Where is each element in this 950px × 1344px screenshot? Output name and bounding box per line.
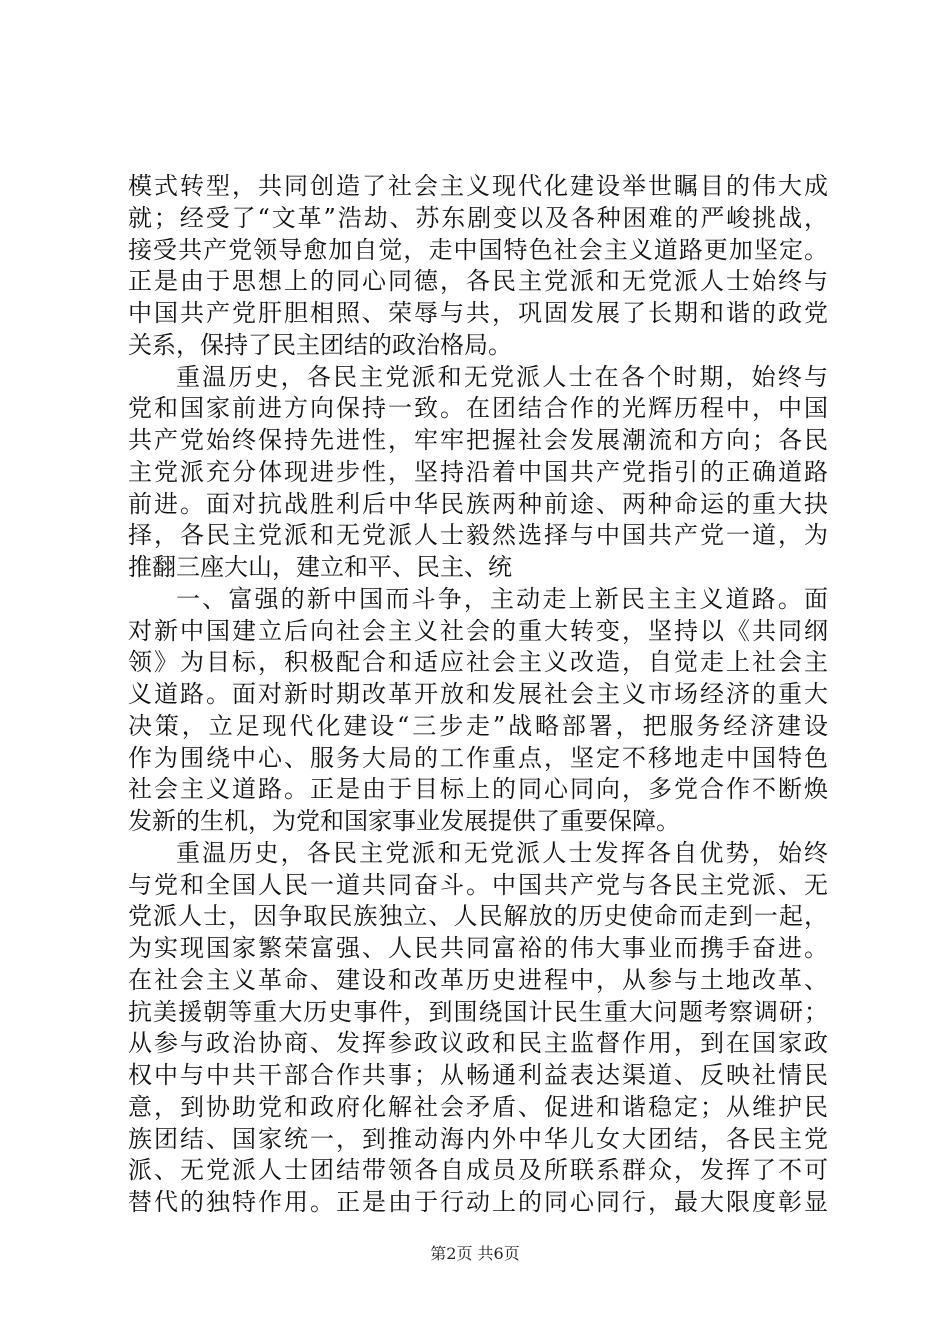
text-line: 择，各民主党派和无党派人士毅然选择与中国共产党一道，为 bbox=[128, 521, 828, 550]
text-line: 决策，立足现代化建设“三步走”战略部署，把服务经济建设 bbox=[128, 711, 828, 740]
text-line: 权中与中共干部合作共事；从畅通利益表达渠道、反映社情民 bbox=[128, 1061, 828, 1089]
text-line: 在社会主义革命、建设和改革历史进程中，从参与土地改革、 bbox=[128, 965, 828, 994]
text-line: 前进。面对抗战胜利后中华民族两种前途、两种命运的重大抉 bbox=[128, 489, 828, 518]
text-line: 中国共产党肝胆相照、荣辱与共，巩固发展了长期和谐的政党 bbox=[128, 299, 828, 327]
text-line: 接受共产党领导愈加自觉，走中国特色社会主义道路更加坚定。 bbox=[128, 235, 828, 264]
text-line: 重温历史，各民主党派和无党派人士发挥各自优势，始终 bbox=[176, 838, 828, 867]
text-line: 推翻三座大山，建立和平、民主、统 bbox=[128, 553, 512, 581]
text-line: 抗美援朝等重大历史事件，到围绕国计民生重大问题考察调研； bbox=[128, 997, 828, 1026]
text-line: 就；经受了“文革”浩劫、苏东剧变以及各种困难的严峻挑战， bbox=[128, 203, 828, 232]
text-line: 义道路。面对新时期改革开放和发展社会主义市场经济的重大 bbox=[128, 680, 828, 708]
body-text bbox=[128, 171, 828, 1219]
text-line: 党派人士，因争取民族独立、人民解放的历史使命而走到一起， bbox=[128, 902, 828, 931]
text-line: 意，到协助党和政府化解社会矛盾、促进和谐稳定；从维护民 bbox=[128, 1092, 828, 1121]
text-line: 对新中国建立后向社会主义社会的重大转变，坚持以《共同纲 bbox=[128, 616, 828, 645]
text-line: 发新的生机，为党和国家事业发展提供了重要保障。 bbox=[128, 807, 680, 835]
text-line: 族团结、国家统一，到推动海内外中华儿女大团结，各民主党 bbox=[128, 1124, 828, 1153]
text-line: 党和国家前进方向保持一致。在团结合作的光辉历程中，中国 bbox=[128, 394, 828, 423]
text-line: 共产党始终保持先进性，牢牢把握社会发展潮流和方向；各民 bbox=[128, 426, 828, 454]
text-line: 与党和全国人民一道共同奋斗。中国共产党与各民主党派、无 bbox=[128, 870, 828, 899]
text-line: 重温历史，各民主党派和无党派人士在各个时期，始终与 bbox=[176, 362, 828, 391]
text-line: 为实现国家繁荣富强、人民共同富裕的伟大事业而携手奋进。 bbox=[128, 934, 828, 962]
text-line: 领》为目标，积极配合和适应社会主义改造，自觉走上社会主 bbox=[128, 648, 828, 677]
text-line: 派、无党派人士团结带领各自成员及所联系群众，发挥了不可 bbox=[128, 1156, 828, 1185]
text-line: 替代的独特作用。正是由于行动上的同心同行，最大限度彰显 bbox=[128, 1188, 828, 1216]
text-line: 一、富强的新中国而斗争，主动走上新民主主义道路。面 bbox=[176, 584, 828, 613]
text-line: 正是由于思想上的同心同德，各民主党派和无党派人士始终与 bbox=[128, 267, 828, 296]
text-line: 社会主义道路。正是由于目标上的同心同向，多党合作不断焕 bbox=[128, 775, 828, 804]
page-number-footer: 第2页 共6页 bbox=[430, 1244, 520, 1263]
text-line: 模式转型，共同创造了社会主义现代化建设举世瞩目的伟大成 bbox=[128, 172, 828, 200]
text-line: 作为围绕中心、服务大局的工作重点，坚定不移地走中国特色 bbox=[128, 743, 828, 772]
text-line: 主党派充分体现进步性，坚持沿着中国共产党指引的正确道路 bbox=[128, 457, 828, 486]
text-line: 关系，保持了民主团结的政治格局。 bbox=[128, 330, 512, 359]
text-line: 从参与政治协商、发挥参政议政和民主监督作用，到在国家政 bbox=[128, 1029, 828, 1058]
